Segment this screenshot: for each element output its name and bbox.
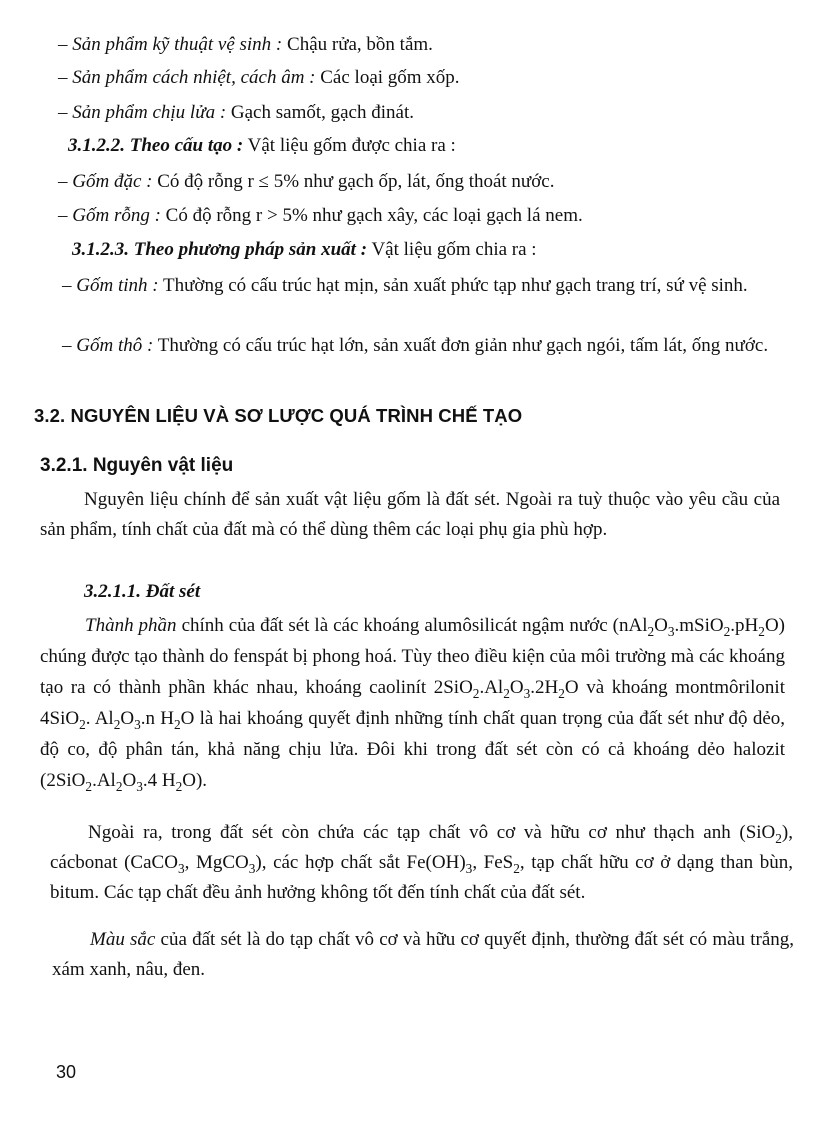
- paragraph-intro: Nguyên liệu chính để sản xuất vật liệu gốm là đất sét. Ngoài ra tuỳ thuộc vào yêu cầu của sản phẩm, tính chất của đất mà có thể dùng thêm các loại phụ gia phù hợp.: [40, 489, 780, 540]
- list-item-insulation-products: – Sản phẩm cách nhiệt, cách âm : Các loại gốm xốp.: [58, 67, 460, 88]
- page-number: 30: [56, 1062, 77, 1082]
- paragraph-color: Màu sắc của đất sét là do tạp chất vô cơ và hữu cơ quyết định, thường đất sét có màu trắng, xám xanh, nâu, đen.: [52, 929, 795, 980]
- subsection-heading: 3.2.1. Nguyên vật liệu: [40, 455, 234, 476]
- heading-by-production-method: 3.1.2.3. Theo phương pháp sản xuất : Vật liệu gốm chia ra :: [72, 239, 537, 260]
- list-item-coarse-ceramic: – Gốm thô : Thường có cấu trúc hạt lớn, sản xuất đơn giản như gạch ngói, tấm lát, ống nước.: [62, 335, 769, 356]
- list-item-sanitary-products: – Sản phẩm kỹ thuật vệ sinh : Chậu rửa, bồn tắm.: [58, 34, 433, 55]
- list-item-fine-ceramic: – Gốm tinh : Thường có cấu trúc hạt mịn, sản xuất phức tạp như gạch trang trí, sứ vệ sinh.: [62, 275, 748, 296]
- list-item-refractory-products: – Sản phẩm chịu lửa : Gạch samốt, gạch đinát.: [58, 102, 414, 123]
- list-item-porous-ceramic: – Gốm rỗng : Có độ rỗng r > 5% như gạch xây, các loại gạch lá nem.: [58, 205, 583, 226]
- paragraph-composition: Thành phần chính của đất sét là các khoáng alumôsilicát ngậm nước $(nAl_2O_3.mSiO_2.pH_2O)$ chúng được tạo thành do fenspát bị phong hoá. Tùy theo điều kiện của môi trường mà các khoáng tạo ra có thành phần khác nhau, khoáng caolinít $2SiO_2.Al_2O_3.2H_2O$ và khoáng montmôrilonit 4SiO$_2$. $Al_2O_3.n$ $H_2O$ là hai khoáng quyết định những tính chất quan trọng của đất sét như độ dẻo, độ co, độ phân tán, khả năng chịu lửa. Đôi khi trong đất sét còn có cả khoáng dẻo halozit ($2SiO_2.Al_2O_3.4$ $H_2O$).: [40, 615, 785, 794]
- paragraph-impurities: Ngoài ra, trong đất sét còn chứa các tạp chất vô cơ và hữu cơ như thạch anh (SiO$_2$), cácbonat (CaCO$_3$, MgCO$_3$), các hợp chất sắt $Fe(OH)_3$, FeS$_2$, tạp chất hữu cơ ở dạng than bùn, bitum. Các tạp chất đều ảnh hưởng không tốt đến tính chất của đất sét.: [50, 822, 793, 903]
- sub-subsection-heading: 3.2.1.1. Đất sét: [84, 581, 201, 602]
- heading-by-structure: 3.1.2.2. Theo cấu tạo : Vật liệu gốm được chia ra :: [68, 135, 456, 156]
- list-item-dense-ceramic: – Gốm đặc : Có độ rỗng r ≤ 5% như gạch ốp, lát, ống thoát nước.: [58, 171, 555, 192]
- section-heading: 3.2. NGUYÊN LIỆU VÀ SƠ LƯỢC QUÁ TRÌNH CHẾ TẠO: [34, 405, 523, 426]
